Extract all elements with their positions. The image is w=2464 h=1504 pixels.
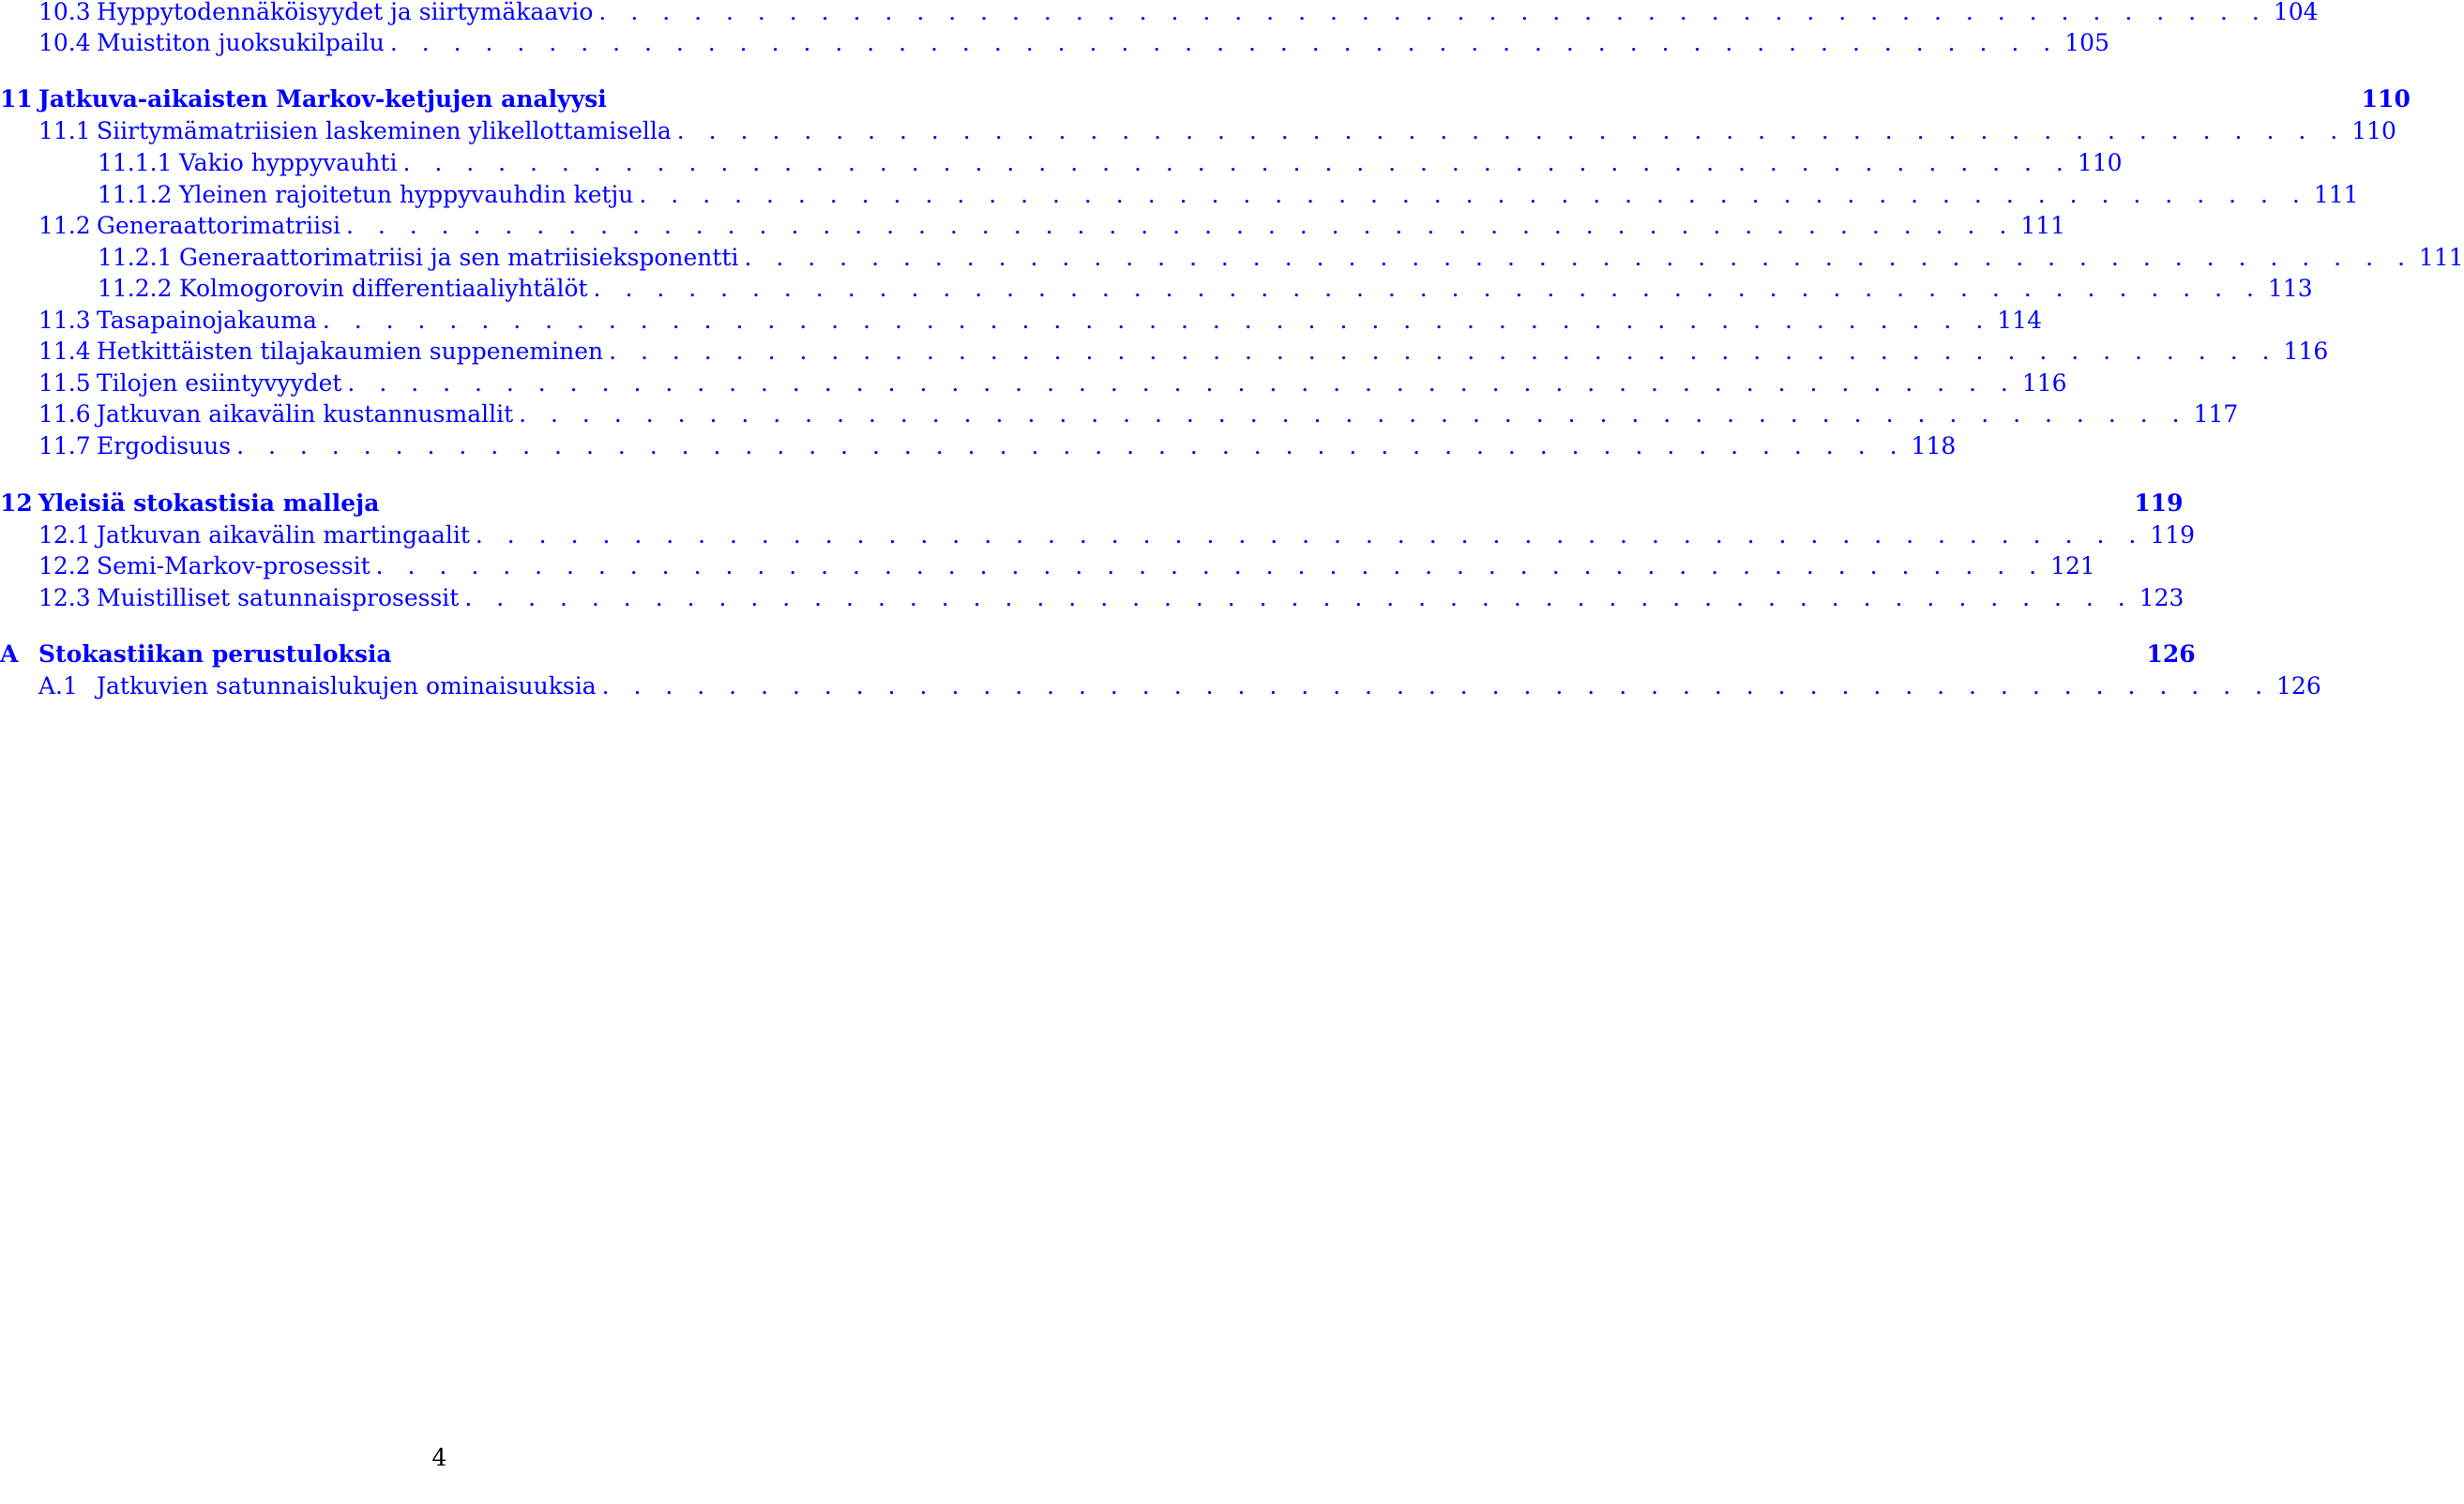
toc-dot-leader: . . . . . . . . . . . . . . . . . . . . . . . . . . . . . . . . . . . . . . . . . . . . . . . . . . . . . xyxy=(598,0,2268,25)
toc-entry-title: Generaattorimatriisi ja sen matriisieksponentti xyxy=(179,244,739,271)
toc-dot-leader: . . . . . . . . . . . . . . . . . . . . . . . . . . . . . . . . . . . . . . . . . . . . . . . . . . . . . xyxy=(639,181,2308,208)
toc-entry-number: 11.1.2 xyxy=(98,181,173,208)
toc-entry-number: A xyxy=(0,640,19,668)
toc-entry-number: 12.3 xyxy=(38,584,91,611)
toc-section-entry[interactable] xyxy=(0,0,2319,28)
toc-section-entry[interactable] xyxy=(0,368,2067,399)
toc-entry-title: Jatkuvien satunnaislukujen ominaisuuksia xyxy=(97,672,597,699)
toc-dot-leader: . . . . . . . . . . . . . . . . . . . . . . . . . . . . . . . . . . . . . . . . . . . . . . . . . . . . . xyxy=(236,432,1906,459)
toc-entry-title: Tilojen esiintyvyydet xyxy=(97,369,342,397)
toc-dot-leader: . . . . . . . . . . . . . . . . . . . . . . . . . . . . . . . . . . . . . . . . . . . . . . . . . . . . . xyxy=(609,338,2278,365)
toc-section-entry[interactable] xyxy=(0,336,2329,368)
toc-entry-number: 11.4 xyxy=(38,338,91,365)
toc-entry-title: Yleisiä stokastisia malleja xyxy=(38,489,380,517)
toc-entry-page: 111 xyxy=(2020,212,2066,239)
toc-entry-number: 12.2 xyxy=(38,552,91,579)
toc-entry-number: 10.4 xyxy=(38,29,91,56)
toc-section-entry[interactable] xyxy=(0,147,2123,179)
toc-entry-page: 111 xyxy=(2418,244,2464,271)
toc-section-entry[interactable] xyxy=(0,582,2184,614)
toc-entry-page: 110 xyxy=(2361,85,2411,113)
toc-section-entry[interactable] xyxy=(0,273,2313,305)
toc-entry-title: Siirtymämatriisien laskeminen ylikellottamisella xyxy=(97,117,672,144)
toc-section-entry[interactable] xyxy=(0,430,1957,462)
toc-entry-page: 121 xyxy=(2050,552,2095,579)
toc-entry-number: 12.1 xyxy=(38,521,91,549)
toc-entry-number: 11.2 xyxy=(38,212,91,239)
toc-entry-page: 111 xyxy=(2313,181,2359,208)
toc-dot-leader: . . . . . . . . . . . . . . . . . . . . . . . . . . . . . . . . . . . . . . . . . . . . . . . . . . . . . xyxy=(322,307,1992,334)
toc-entry-page: 123 xyxy=(2139,584,2184,611)
toc-entry-title: Stokastiikan perustuloksia xyxy=(38,640,392,668)
toc-entry-page: 119 xyxy=(2150,521,2196,549)
toc-dot-leader: . . . . . . . . . . . . . . . . . . . . . . . . . . . . . . . . . . . . . . . . . . . . . . . . . . . . . xyxy=(475,521,2145,549)
toc-entry-title: Tasapainojakauma xyxy=(97,307,317,334)
toc-dot-leader: . . . . . . . . . . . . . . . . . . . . . . . . . . . . . . . . . . . . . . . . . . . . . . . . . . . . . xyxy=(593,275,2262,302)
toc-entry-page: 118 xyxy=(1911,432,1957,459)
toc-entry-page: 105 xyxy=(2064,29,2109,56)
toc-entry-number: 11.2.1 xyxy=(98,244,173,271)
toc-section-entry[interactable] xyxy=(0,115,2396,147)
toc-entry-title: Hyppytodennäköisyydet ja siirtymäkaavio xyxy=(97,0,594,25)
page-number: 4 xyxy=(431,1444,447,1471)
toc-entry-title: Semi-Markov-prosessit xyxy=(97,552,370,579)
toc-section-entry[interactable] xyxy=(0,399,2239,430)
toc-section-entry[interactable] xyxy=(0,242,2464,274)
toc-section-entry[interactable] xyxy=(0,179,2359,211)
toc-entry-title: Jatkuva-aikaisten Markov-ketjujen analyysi xyxy=(38,85,607,113)
toc-entry-number: 12 xyxy=(0,489,33,517)
toc-dot-leader: . . . . . . . . . . . . . . . . . . . . . . . . . . . . . . . . . . . . . . . . . . . . . . . . . . . . . xyxy=(345,212,2016,239)
toc-entry-page: 110 xyxy=(2351,117,2396,144)
toc-dot-leader: . . . . . . . . . . . . . . . . . . . . . . . . . . . . . . . . . . . . . . . . . . . . . . . . . . . . . xyxy=(347,369,2017,397)
toc-entry-title: Hetkittäisten tilajakaumien suppeneminen xyxy=(97,338,604,365)
toc-entry-page: 116 xyxy=(2021,369,2067,397)
toc-entry-title: Jatkuvan aikavälin martingaalit xyxy=(97,521,470,549)
toc-dot-leader: . . . . . . . . . . . . . . . . . . . . . . . . . . . . . . . . . . . . . . . . . . . . . . . . . . . . . xyxy=(519,400,2188,428)
toc-section-entry[interactable] xyxy=(0,550,2095,582)
toc-entry-number: 11.1.1 xyxy=(98,149,173,176)
toc-section-entry[interactable] xyxy=(0,210,2066,242)
toc-entry-number: 11.7 xyxy=(38,432,91,459)
toc-entry-title: Yleinen rajoitetun hyppyvauhdin ketju xyxy=(179,181,634,208)
toc-section-entry[interactable] xyxy=(0,305,2042,337)
toc-entry-page: 114 xyxy=(1997,307,2042,334)
toc-entry-page: 104 xyxy=(2273,0,2319,25)
toc-entry-page: 119 xyxy=(2134,489,2184,517)
toc-entry-title: Vakio hyppyvauhti xyxy=(179,149,398,176)
toc-entry-title: Kolmogorovin differentiaaliyhtälöt xyxy=(179,275,588,302)
toc-entry-title: Ergodisuus xyxy=(97,432,232,459)
toc-dot-leader: . . . . . . . . . . . . . . . . . . . . . . . . . . . . . . . . . . . . . . . . . . . . . . . . . . . . . xyxy=(676,117,2347,144)
toc-entry-number: 11.6 xyxy=(38,400,91,428)
toc-chapter-entry[interactable] xyxy=(0,488,2184,519)
toc-dot-leader: . . . . . . . . . . . . . . . . . . . . . . . . . . . . . . . . . . . . . . . . . . . . . . . . . . . . . xyxy=(601,672,2272,699)
toc-entry-page: 113 xyxy=(2267,275,2313,302)
toc-entry-title: Jatkuvan aikavälin kustannusmallit xyxy=(97,400,514,428)
toc-dot-leader: . . . . . . . . . . . . . . . . . . . . . . . . . . . . . . . . . . . . . . . . . . . . . . . . . . . . . xyxy=(375,552,2046,579)
toc-entry-number: 11.1 xyxy=(38,117,91,144)
toc-entry-page: 117 xyxy=(2193,400,2239,428)
toc-entry-title: Muistiton juoksukilpailu xyxy=(97,29,385,56)
toc-dot-leader: . . . . . . . . . . . . . . . . . . . . . . . . . . . . . . . . . . . . . . . . . . . . . . . . . . . . . xyxy=(744,244,2413,271)
toc-entry-number: A.1 xyxy=(38,672,78,699)
toc-entry-number: 11.3 xyxy=(38,307,91,334)
toc-entry-title: Generaattorimatriisi xyxy=(97,212,340,239)
toc-section-entry[interactable] xyxy=(0,27,2109,59)
toc-entry-page: 126 xyxy=(2146,640,2196,668)
toc-chapter-entry[interactable] xyxy=(0,639,2196,670)
toc-entry-page: 126 xyxy=(2276,672,2321,699)
toc-dot-leader: . . . . . . . . . . . . . . . . . . . . . . . . . . . . . . . . . . . . . . . . . . . . . . . . . . . . . xyxy=(389,29,2060,56)
toc-entry-number: 11.5 xyxy=(38,369,91,397)
toc-entry-number: 11 xyxy=(0,85,33,113)
toc-entry-number: 10.3 xyxy=(38,0,91,25)
toc-chapter-entry[interactable] xyxy=(0,83,2411,115)
toc-entry-title: Muistilliset satunnaisprosessit xyxy=(97,584,460,611)
toc-entry-page: 116 xyxy=(2283,338,2329,365)
toc-entry-number: 11.2.2 xyxy=(98,275,173,302)
toc-dot-leader: . . . . . . . . . . . . . . . . . . . . . . . . . . . . . . . . . . . . . . . . . . . . . . . . . . . . . xyxy=(402,149,2072,176)
toc-dot-leader: . . . . . . . . . . . . . . . . . . . . . . . . . . . . . . . . . . . . . . . . . . . . . . . . . . . . . xyxy=(464,584,2134,611)
toc-section-entry[interactable] xyxy=(0,519,2196,551)
toc-section-entry[interactable] xyxy=(0,670,2321,702)
toc-entry-page: 110 xyxy=(2077,149,2123,176)
